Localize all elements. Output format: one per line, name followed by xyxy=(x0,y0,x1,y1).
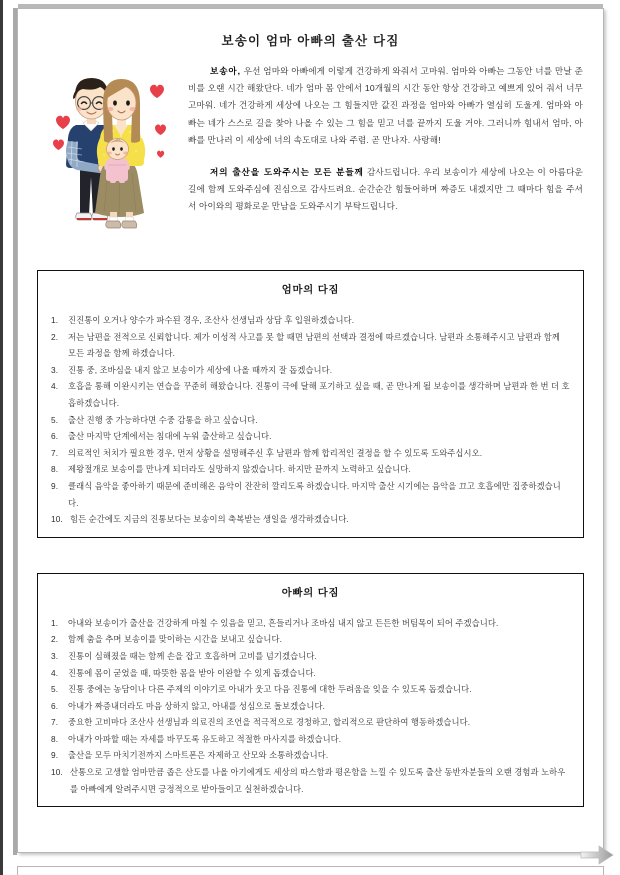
intro-paragraph-2-lead: 저의 출산을 도와주시는 모든 분들께 xyxy=(210,167,364,178)
pledge-item-text: 진통이 심해졌을 때는 함께 손을 잡고 호흡하며 고비를 넘기겠습니다. xyxy=(68,650,317,661)
section-spacer xyxy=(34,235,587,270)
pledge-item-text: 출산 마지막 단계에서는 침대에 누워 출산하고 싶습니다. xyxy=(68,431,272,442)
document-page xyxy=(17,8,604,853)
pledge-item-number: 9. xyxy=(51,480,59,491)
pledge-item-number: 3. xyxy=(51,364,59,375)
mother-pledge-box xyxy=(37,270,584,538)
pledge-item xyxy=(51,428,570,445)
pledge-item-text: 출산을 모두 마치기전까지 스마트폰은 자제하고 산모와 소통하겠습니다. xyxy=(68,750,329,761)
pledge-item xyxy=(51,731,570,748)
pledge-item-number: 8. xyxy=(51,464,59,475)
pledge-item-number: 2. xyxy=(51,634,59,645)
pledge-item xyxy=(51,511,570,528)
pledge-item-text: 저는 남편을 전적으로 신뢰합니다. 제가 이성적 사고를 못 할 때면 남편의 선택과 결정에 따르겠습니다. 남편과 소통해주시고 남편과 함께 모든 과정을 함께 하겠습니다. xyxy=(68,331,561,359)
pledge-item-text: 함께 춤을 추며 보송이를 맞이하는 시간을 보내고 싶습니다. xyxy=(68,634,282,645)
pledge-item xyxy=(51,461,570,478)
pledge-item-text: 아내가 아파할 때는 자세를 바꾸도록 유도하고 적절한 마사지를 하겠습니다. xyxy=(68,733,342,744)
pledge-item-number: 10. xyxy=(51,514,63,525)
section-spacer-2 xyxy=(34,538,587,573)
family-illustration-svg xyxy=(52,65,180,233)
next-page-edge xyxy=(17,866,604,875)
pledge-item-number: 8. xyxy=(51,733,59,744)
father-pledge-box xyxy=(37,573,584,808)
pledge-item-text: 진진통이 오거나 양수가 파수된 경우, 조산사 선생님과 상담 후 입원하겠습니다. xyxy=(68,315,355,325)
page-content xyxy=(18,9,603,852)
pledge-item xyxy=(51,615,570,632)
pledge-item-number: 5. xyxy=(51,684,59,695)
pledge-item-text: 산통으로 고생할 엄마만큼 좁은 산도를 나올 아기에게도 세상의 따스함과 평온함을 느낄 수 있도록 출산 동반자분들의 오랜 경험과 노하우를 아빠에게 알려주시면 긍정적으로 받아들이고 실천하겠습니다. xyxy=(70,767,566,794)
pledge-item xyxy=(51,764,570,797)
intro-paragraph-2-body: 감사드립니다. 우리 보송이가 세상에 나오는 이 아름다운 길에 함께 도와주심에 진심으로 감사드려요. 순간순간 힘들어하며 짜증도 내겠지만 그 때마다 힘을 주셔서 아이와의 평화로운 만남을 도와주시기 부탁드립니다. xyxy=(188,167,583,212)
pledge-item-text: 진통 중, 조바심을 내지 않고 보송이가 세상에 나올 때까지 잘 돕겠습니다. xyxy=(68,364,333,375)
pledge-item-text: 아내와 보송이가 출산을 건강하게 마칠 수 있음을 믿고, 흔들리거나 조바심 내지 않고 든든한 버팀목이 되어 주겠습니다. xyxy=(68,617,499,628)
pledge-item-number: 7. xyxy=(51,447,59,458)
pledge-item xyxy=(51,631,570,648)
window-left-edge xyxy=(0,0,12,875)
pledge-item-text: 힘든 순간에도 지금의 진통보다는 보송이의 축복받는 생일을 생각하겠습니다. xyxy=(70,514,349,525)
pledge-item-number: 2. xyxy=(51,331,59,342)
pledge-item xyxy=(51,714,570,731)
intro-paragraph-1-body: 우선 엄마와 아빠에게 이렇게 건강하게 와줘서 고마워. 엄마와 아빠는 그동안 너를 만날 준비를 오랜 시간 해왔단다. 네가 엄마 몸 안에서 10개월의 시간 동안 항상 건강하고 예쁘게 있어 줘서 너무 고마워. 네가 건강하게 세상에 나오는 그 힘들지만 값진 과정을 엄마와 아빠가 열심히 도울게. 엄마와 아빠는 네가 스스로 길을 찾아 나올 수 있는 그 힘을 믿고 너를 끝까지 도울 거야. 그러니까 힘내서 엄마, 아빠를 만나러 이 세상에 너의 속도대로 나와 주렴. 곧 만나자. 사랑해! xyxy=(188,66,583,145)
pledge-item-text: 제왕절개로 보송이를 만나게 되더라도 실망하지 않겠습니다. 하지만 끝까지 노력하고 싶습니다. xyxy=(68,464,411,475)
pledge-item-number: 10. xyxy=(51,767,63,778)
pledge-item xyxy=(51,648,570,665)
mother-pledge-list xyxy=(38,312,583,528)
pledge-item-text: 의료적인 처치가 필요한 경우, 먼저 상황을 설명해주신 후 남편과 함께 합리적인 결정을 할 수 있도록 도와주십시오. xyxy=(68,447,483,458)
page-title: 보송이 엄마 아빠의 출산 다짐 xyxy=(221,34,400,48)
pledge-item-text: 중요한 고비마다 조산사 선생님과 의료진의 조언을 적극적으로 경청하고, 합리적으로 판단하여 행동하겠습니다. xyxy=(68,717,471,728)
family-illustration xyxy=(52,65,180,233)
pledge-item xyxy=(51,445,570,462)
pledge-item-text: 클래식 음악을 좋아하기 때문에 준비해온 음악이 잔잔히 깔리도록 하겠습니다. 마지막 출산 시기에는 음악을 끄고 호흡에만 집중하겠습니다. xyxy=(68,480,561,508)
intro-section xyxy=(34,63,587,235)
pledge-item xyxy=(51,378,570,411)
pledge-item xyxy=(51,681,570,698)
pledge-item xyxy=(51,362,570,379)
father-pledge-title: 아빠의 다짐 xyxy=(281,587,340,599)
pledge-item-number: 1. xyxy=(51,617,59,628)
pledge-item-number: 5. xyxy=(51,414,59,425)
pledge-item-number: 6. xyxy=(51,431,59,442)
pledge-item-number: 6. xyxy=(51,700,59,711)
father-pledge-list xyxy=(38,615,583,798)
pledge-item-text: 출산 진행 중 가능하다면 수중 감통을 하고 싶습니다. xyxy=(68,414,258,425)
pledge-item-number: 1. xyxy=(51,315,59,325)
pledge-item-text: 진통에 몸이 굳었을 때, 따뜻한 몸을 받아 이완할 수 있게 돕겠습니다. xyxy=(68,667,316,678)
pledge-item xyxy=(51,312,570,329)
pledge-item-number: 9. xyxy=(51,750,59,761)
pledge-item-number: 7. xyxy=(51,717,59,728)
pledge-item xyxy=(51,665,570,682)
pledge-item xyxy=(51,698,570,715)
pledge-item-text: 호흡을 통해 이완시키는 연습을 꾸준히 해왔습니다. 진통이 극에 달해 포기하고 싶을 때, 곧 만나게 될 보송이를 생각하며 남편과 한 번 더 호흡하겠습니다. xyxy=(68,381,570,408)
pledge-item-number: 3. xyxy=(51,650,59,661)
pledge-item xyxy=(51,478,570,511)
pledge-item xyxy=(51,412,570,429)
pledge-item-text: 아내가 짜증내더라도 마음 상하지 않고, 아내를 성심으로 돌보겠습니다. xyxy=(68,700,325,711)
pledge-item-text: 진통 중에는 농담이나 다른 주제의 이야기로 아내가 웃고 다음 진통에 대한 두려움을 잊을 수 있도록 돕겠습니다. xyxy=(68,684,472,695)
pledge-item xyxy=(51,747,570,764)
pledge-item-number: 4. xyxy=(51,667,59,678)
pledge-item-number: 4. xyxy=(51,381,59,392)
mother-pledge-title: 엄마의 다짐 xyxy=(281,285,340,296)
intro-paragraph-1-lead: 보송아, xyxy=(210,66,241,76)
pledge-item xyxy=(51,329,570,362)
